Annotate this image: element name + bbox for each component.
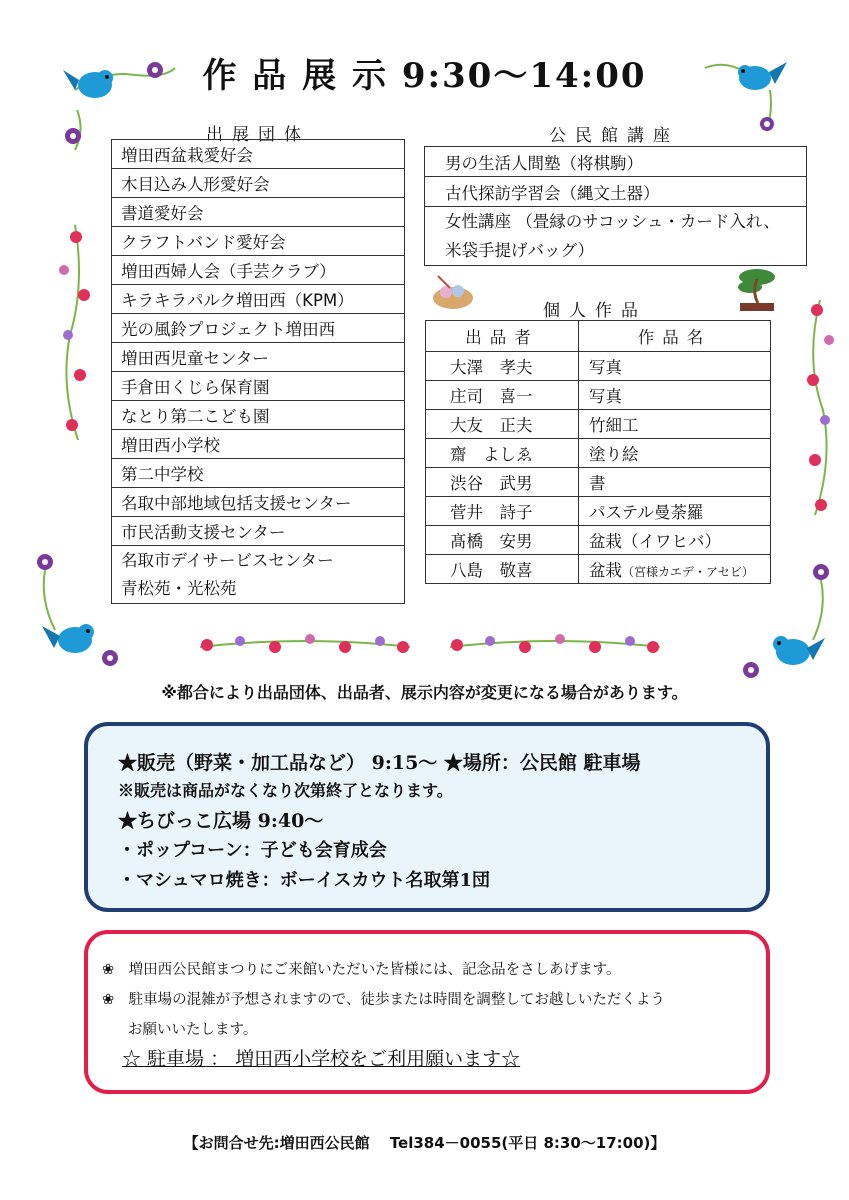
group-row	[112, 372, 405, 401]
group-item: 増田西婦人会（手芸クラブ）	[112, 256, 405, 285]
souvenir-text: 増田西公民館まつりにご来館いただいた皆様には、記念品をさしあげます。	[128, 962, 621, 978]
exhibitor-name: 菅井 詩子	[426, 497, 579, 526]
group-row	[112, 546, 405, 604]
work-title: 書	[579, 468, 771, 497]
work-title: 塗り絵	[579, 439, 771, 468]
change-notice: ※都合により出品団体、出品者、展示内容が変更になる場合があります。	[161, 683, 688, 702]
work-title: パステル曼荼羅	[579, 497, 771, 526]
exhibitor-name: 八島 敬喜	[426, 555, 579, 584]
sales-note: ※販売は商品がなくなり次第終了となります。	[118, 781, 453, 800]
flower-vine-left	[50, 225, 100, 445]
group-item: なとり第二こども園	[112, 401, 405, 430]
sewing-basket-icon	[428, 272, 478, 312]
group-item: キラキラパルク増田西（KPM）	[112, 285, 405, 314]
marshmallow-line: ・マシュマロ焼き：ボーイスカウト名取第1団	[118, 870, 490, 891]
group-item-line1: 名取市デイサービスセンター	[121, 550, 334, 570]
work-title: 写真	[579, 352, 771, 381]
group-item: 名取中部地域包括支援センター	[112, 488, 405, 517]
group-item: 手倉田くじら保育園	[112, 372, 405, 401]
page-title: 作 品 展 示 9:30～14:00	[202, 56, 647, 96]
work-title: 写真	[579, 381, 771, 410]
individual-row	[426, 555, 771, 584]
sales-line: ★販売（野菜・加工品など） 9:15～ ★場所：公民館 駐車場	[118, 752, 641, 774]
exhibitor-name: 庄司 喜一	[426, 381, 579, 410]
individual-row	[426, 526, 771, 555]
work-title	[579, 555, 771, 584]
bonsai-icon	[732, 265, 782, 315]
flower-bullet-icon: ❀	[102, 992, 115, 1008]
flower-garland-right	[445, 625, 665, 665]
groups-heading: 出展団体	[206, 125, 310, 145]
koza-row	[425, 207, 807, 266]
individual-row	[426, 439, 771, 468]
individual-row	[426, 468, 771, 497]
koza-row	[425, 147, 807, 177]
group-item: 増田西盆栽愛好会	[112, 140, 405, 169]
koza-heading: 公民館講座	[549, 126, 679, 146]
group-row	[112, 459, 405, 488]
group-row	[112, 198, 405, 227]
parking-congestion-text-cont: お願いいたします。	[128, 1022, 258, 1038]
group-row	[112, 343, 405, 372]
group-row	[112, 285, 405, 314]
col-header-name: 出品者	[426, 321, 579, 352]
individual-row	[426, 381, 771, 410]
group-row	[112, 401, 405, 430]
kids-plaza-line: ★ちびっこ広場 9:40～	[118, 810, 324, 832]
koza-table	[424, 146, 807, 266]
individual-heading: 個人作品	[543, 301, 647, 321]
exhibitor-name: 髙橋 安男	[426, 526, 579, 555]
contact-footer: 【お問合せ先:増田西公民館 Tel384－0055(平日 8:30～17:00)】	[183, 1134, 666, 1152]
koza-item: 古代探訪学習会（縄文土器）	[425, 177, 807, 207]
group-row	[112, 517, 405, 546]
exhibitor-name: 齋 よしゑ	[426, 439, 579, 468]
group-row	[112, 169, 405, 198]
work-title: 竹細工	[579, 410, 771, 439]
individual-row	[426, 410, 771, 439]
group-row	[112, 256, 405, 285]
group-item: 市民活動支援センター	[112, 517, 405, 546]
group-item	[112, 546, 405, 604]
groups-table	[111, 139, 405, 604]
sales-info-box	[84, 722, 770, 912]
flower-bullet-icon: ❀	[102, 962, 115, 978]
group-item: 木目込み人形愛好会	[112, 169, 405, 198]
group-item: 第二中学校	[112, 459, 405, 488]
group-row	[112, 314, 405, 343]
exhibitor-name: 大澤 孝夫	[426, 352, 579, 381]
group-item: 増田西児童センター	[112, 343, 405, 372]
group-item-line2: 青松苑・光松苑	[121, 578, 237, 598]
group-row	[112, 488, 405, 517]
parking-congestion-text: 駐車場の混雑が予想されますので、徒歩または時間を調整してお越しいただくよう	[128, 992, 665, 1008]
flower-garland-left	[195, 625, 415, 665]
col-header-work: 作品名	[579, 321, 771, 352]
koza-item-line2: 米袋手提げバッグ）	[445, 241, 594, 260]
group-item: クラフトバンド愛好会	[112, 227, 405, 256]
work-title: 盆栽（イワヒバ）	[579, 526, 771, 555]
exhibitor-name: 大友 正夫	[426, 410, 579, 439]
individual-table	[425, 320, 771, 584]
work-title-main: 盆栽	[589, 561, 622, 580]
exhibitor-name: 渋谷 武男	[426, 468, 579, 497]
popcorn-line: ・ポップコーン：子ども会育成会	[118, 840, 387, 861]
flower-vine-right	[795, 300, 845, 520]
group-row	[112, 430, 405, 459]
koza-item: 男の生活人間塾（将棋駒）	[425, 147, 807, 177]
group-item: 書道愛好会	[112, 198, 405, 227]
koza-row	[425, 177, 807, 207]
parking-location: ☆ 駐車場 ： 増田西小学校をご利用願います☆	[122, 1048, 521, 1070]
work-title-detail: （宮様カエデ・アセビ）	[622, 565, 754, 579]
group-item: 光の風鈴プロジェクト増田西	[112, 314, 405, 343]
group-item: 増田西小学校	[112, 430, 405, 459]
group-row	[112, 140, 405, 169]
koza-item-line1: 女性講座 （畳縁のサコッシュ・カード入れ、	[445, 212, 780, 231]
group-row	[112, 227, 405, 256]
visitor-info-box	[84, 930, 770, 1094]
individual-row	[426, 352, 771, 381]
individual-row	[426, 497, 771, 526]
